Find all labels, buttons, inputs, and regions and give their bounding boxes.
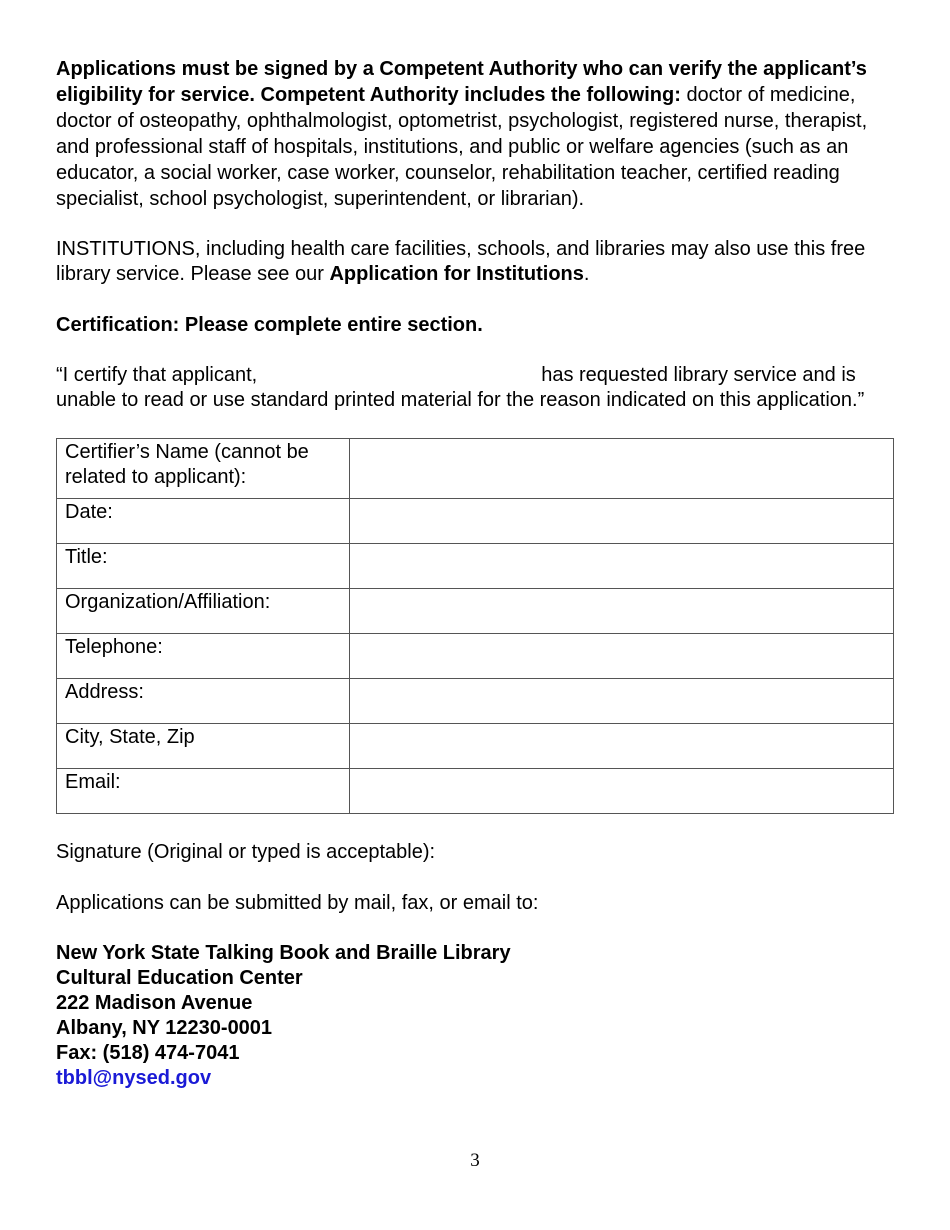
- form-label-city-state-zip: City, State, Zip: [57, 724, 350, 769]
- certification-statement-rest: has requested library service and is unable to read or use standard printed material for the reason indicated on this application.”: [56, 364, 865, 411]
- document-page: [56, 56, 896, 1091]
- library-street: 222 Madison Avenue: [56, 992, 253, 1014]
- certifier-form-table: [56, 438, 894, 814]
- form-field-telephone[interactable]: [350, 634, 894, 679]
- signature-label: Signature (Original or typed is acceptable):: [56, 841, 436, 863]
- form-field-city-state-zip[interactable]: [350, 724, 894, 769]
- form-row-organization: [57, 589, 894, 634]
- form-row-city-state-zip: [57, 724, 894, 769]
- institutions-end: .: [583, 263, 590, 285]
- institutions-paragraph: [56, 237, 896, 287]
- library-building: Cultural Education Center: [56, 967, 303, 989]
- form-label-certifier-name: Certifier’s Name (cannot be related to applicant):: [57, 439, 350, 499]
- form-label-date: Date:: [57, 499, 350, 544]
- form-row-title: [57, 544, 894, 589]
- library-name: New York State Talking Book and Braille Library: [56, 942, 511, 964]
- form-field-address[interactable]: [350, 679, 894, 724]
- eligibility-paragraph: [56, 56, 896, 212]
- page-number: 3: [470, 1150, 480, 1171]
- submission-note: Applications can be submitted by mail, fax, or email to:: [56, 892, 539, 914]
- certification-statement: [56, 363, 896, 413]
- form-row-date: [57, 499, 894, 544]
- form-row-email: [57, 769, 894, 814]
- institutions-application-title: Application for Institutions: [329, 263, 584, 285]
- form-label-organization: Organization/Affiliation:: [57, 589, 350, 634]
- form-field-email[interactable]: [350, 769, 894, 814]
- form-label-telephone: Telephone:: [57, 634, 350, 679]
- form-field-title[interactable]: [350, 544, 894, 589]
- form-row-telephone: [57, 634, 894, 679]
- library-address-block: [56, 941, 896, 1091]
- eligibility-normal-text: doctor of medicine, doctor of osteopathy, ophthalmologist, optometrist, psychologist, registered nurse, therapist, and professional staff of hospitals, institutions, and public or welfare agencies (such as an educator, a social worker, case worker, counselor, rehabilitation teacher, certified reading specialist, school psychologist, superintendent, or librarian).: [56, 84, 868, 210]
- form-field-certifier-name[interactable]: [350, 439, 894, 499]
- form-label-email: Email:: [57, 769, 350, 814]
- form-label-title: Title:: [57, 544, 350, 589]
- form-field-organization[interactable]: [350, 589, 894, 634]
- certification-heading: Certification: Please complete entire section.: [56, 314, 483, 336]
- eligibility-bold-text: Applications must be signed by a Competent Authority who can verify the applicant’s eligibility for service. Competent Authority includes the following:: [56, 58, 867, 106]
- form-row-certifier-name: [57, 439, 894, 499]
- form-field-date[interactable]: [350, 499, 894, 544]
- institutions-text: INSTITUTIONS, including health care facilities, schools, and libraries may also use this free library service. Please see our: [56, 238, 866, 285]
- form-row-address: [57, 679, 894, 724]
- library-city: Albany, NY 12230-0001: [56, 1017, 273, 1039]
- certification-statement-start: “I certify that applicant,: [56, 364, 258, 386]
- library-fax: Fax: (518) 474-7041: [56, 1042, 240, 1064]
- library-email-link[interactable]: tbbl@nysed.gov: [56, 1067, 212, 1089]
- form-label-address: Address:: [57, 679, 350, 724]
